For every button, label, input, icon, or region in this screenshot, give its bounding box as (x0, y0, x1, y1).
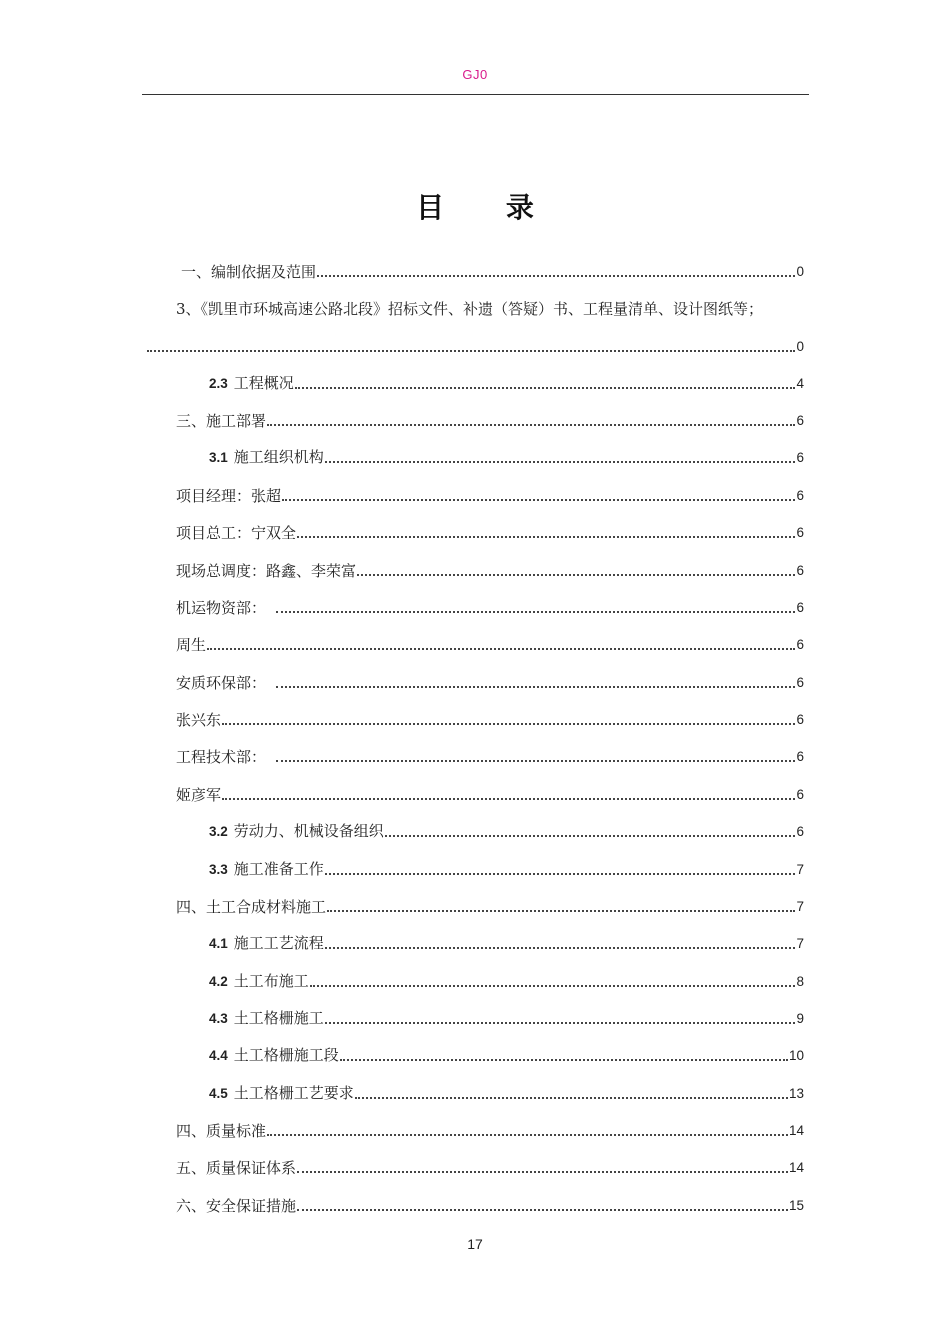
toc-entry[interactable] (209, 859, 804, 881)
leader-dots (325, 947, 796, 949)
leader-dots (147, 350, 795, 352)
leader-dots (267, 424, 795, 426)
toc-entry-number: 3.1 (209, 450, 228, 465)
toc-entry-page: 10 (788, 1048, 804, 1063)
toc-entry-label: 张兴东 (176, 711, 222, 729)
leader-dots (295, 387, 796, 389)
toc-entry[interactable] (176, 896, 804, 918)
toc-entry-number: 2.3 (209, 376, 228, 391)
toc-entry-label-line1[interactable]: 3、《凯里市环城高速公路北段》招标文件、补遗（答疑）书、工程量清单、设计图纸等； (176, 300, 764, 318)
toc-entry-label: 施工工艺流程 (233, 934, 324, 952)
leader-dots (276, 686, 795, 688)
toc-entry[interactable] (209, 933, 804, 955)
toc-entry-label: 施工准备工作 (233, 860, 324, 878)
toc-entry-page: 14 (788, 1160, 804, 1175)
leader-dots (297, 1171, 788, 1173)
leader-dots (276, 611, 795, 613)
toc-entry-label: 项目经理：张超 (176, 487, 282, 505)
header-rule (142, 94, 809, 95)
toc-entry-label: 土工格栅工艺要求 (233, 1084, 354, 1102)
toc-entry-page: 6 (796, 563, 804, 578)
toc-entry-label: 安质环保部： (176, 674, 267, 692)
leader-dots (267, 1134, 788, 1136)
toc-entry-label: 项目总工：宁双全 (176, 524, 297, 542)
toc-entry-page: 7 (796, 862, 804, 877)
leader-dots (340, 1059, 788, 1061)
toc-entry-label: 一、编制依据及范围 (181, 263, 317, 281)
toc-entry[interactable] (209, 373, 804, 395)
toc-entry-label: 劳动力、机械设备组织 (233, 822, 384, 840)
toc-entry[interactable] (209, 971, 804, 993)
toc-entry-label: 六、安全保证措施 (176, 1197, 297, 1215)
toc-entry[interactable] (209, 1045, 804, 1067)
toc-entry-label: 三、施工部署 (176, 412, 267, 430)
toc-entry-number: 4.3 (209, 1011, 228, 1026)
toc-entry-number: 4.5 (209, 1086, 228, 1101)
toc-entry-page: 0 (796, 339, 804, 354)
leader-dots (310, 985, 796, 987)
toc-entry[interactable] (176, 560, 804, 582)
toc-entry-number: 4.4 (209, 1048, 228, 1063)
toc-entry-label: 现场总调度：路鑫、李荣富 (176, 562, 357, 580)
toc-entry-page: 6 (796, 824, 804, 839)
toc-entry-page: 6 (796, 413, 804, 428)
toc-entry[interactable] (209, 447, 804, 469)
leader-dots (385, 835, 796, 837)
toc-entry[interactable] (176, 672, 804, 694)
toc-entry-label: 施工组织机构 (233, 448, 324, 466)
toc-entry-label: 土工格栅施工段 (233, 1046, 339, 1064)
toc-entry-number: 4.1 (209, 936, 228, 951)
toc-entry-label: 姬彦军 (176, 786, 222, 804)
toc-entry[interactable] (176, 597, 804, 619)
toc-entry-page: 4 (796, 376, 804, 391)
page-title: 目 录 (416, 191, 560, 224)
toc-entry[interactable] (176, 410, 804, 432)
toc-entry[interactable] (176, 709, 804, 731)
running-header: GJ0 (462, 67, 488, 82)
toc-entry-label: 四、质量标准 (176, 1122, 267, 1140)
leader-dots (317, 275, 795, 277)
toc-entry-page: 7 (796, 899, 804, 914)
leader-dots (327, 910, 795, 912)
toc-entry-label: 四、土工合成材料施工 (176, 898, 327, 916)
leader-dots (297, 1209, 788, 1211)
leader-dots (282, 499, 795, 501)
toc-entry[interactable] (209, 1083, 804, 1105)
leader-dots (222, 798, 795, 800)
toc-entry-label: 五、质量保证体系 (176, 1159, 297, 1177)
toc-entry-label: 工程概况 (233, 374, 294, 392)
toc-entry[interactable] (176, 746, 804, 768)
toc-entry-page: 9 (796, 1011, 804, 1026)
leader-dots (325, 1022, 796, 1024)
leader-dots (355, 1097, 788, 1099)
toc-entry[interactable] (176, 1195, 804, 1217)
leader-dots (325, 873, 796, 875)
toc-entry-continuation[interactable] (146, 336, 804, 358)
leader-dots (222, 723, 795, 725)
toc-entry-label: 土工格栅施工 (233, 1009, 324, 1027)
toc-entry[interactable] (209, 821, 804, 843)
leader-dots (297, 536, 795, 538)
toc-entry-page: 8 (796, 974, 804, 989)
toc-entry[interactable] (176, 1157, 804, 1179)
toc-entry-number: 3.3 (209, 862, 228, 877)
toc-entry-page: 6 (796, 600, 804, 615)
toc-entry-page: 6 (796, 525, 804, 540)
toc-entry-page: 13 (788, 1086, 804, 1101)
toc-entry-page: 6 (796, 488, 804, 503)
toc-entry[interactable] (181, 261, 804, 283)
toc-entry-page: 6 (796, 749, 804, 764)
toc-entry-number: 3.2 (209, 824, 228, 839)
toc-entry-number: 4.2 (209, 974, 228, 989)
toc-entry[interactable] (176, 634, 804, 656)
toc-entry[interactable] (209, 1008, 804, 1030)
toc-entry-label: 土工布施工 (233, 972, 309, 990)
toc-entry[interactable] (176, 784, 804, 806)
toc-entry-label: 工程技术部： (176, 748, 267, 766)
leader-dots (276, 760, 795, 762)
toc-entry-page: 6 (796, 637, 804, 652)
leader-dots (357, 574, 795, 576)
toc-entry-page: 6 (796, 787, 804, 802)
toc-entry-page: 15 (788, 1198, 804, 1213)
toc-entry-page: 0 (796, 264, 804, 279)
toc-entry-page: 6 (796, 712, 804, 727)
toc-entry-label: 周生 (176, 636, 207, 654)
toc-entry-page: 6 (796, 675, 804, 690)
leader-dots (325, 461, 796, 463)
toc-entry-page: 14 (788, 1123, 804, 1138)
toc-entry[interactable] (176, 522, 804, 544)
leader-dots (207, 648, 795, 650)
toc-entry-page: 7 (796, 936, 804, 951)
page-number: 17 (467, 1236, 483, 1252)
toc-entry[interactable] (176, 1120, 804, 1142)
toc-entry-page: 6 (796, 450, 804, 465)
toc-entry[interactable] (176, 485, 804, 507)
toc-entry-label: 机运物资部： (176, 599, 267, 617)
